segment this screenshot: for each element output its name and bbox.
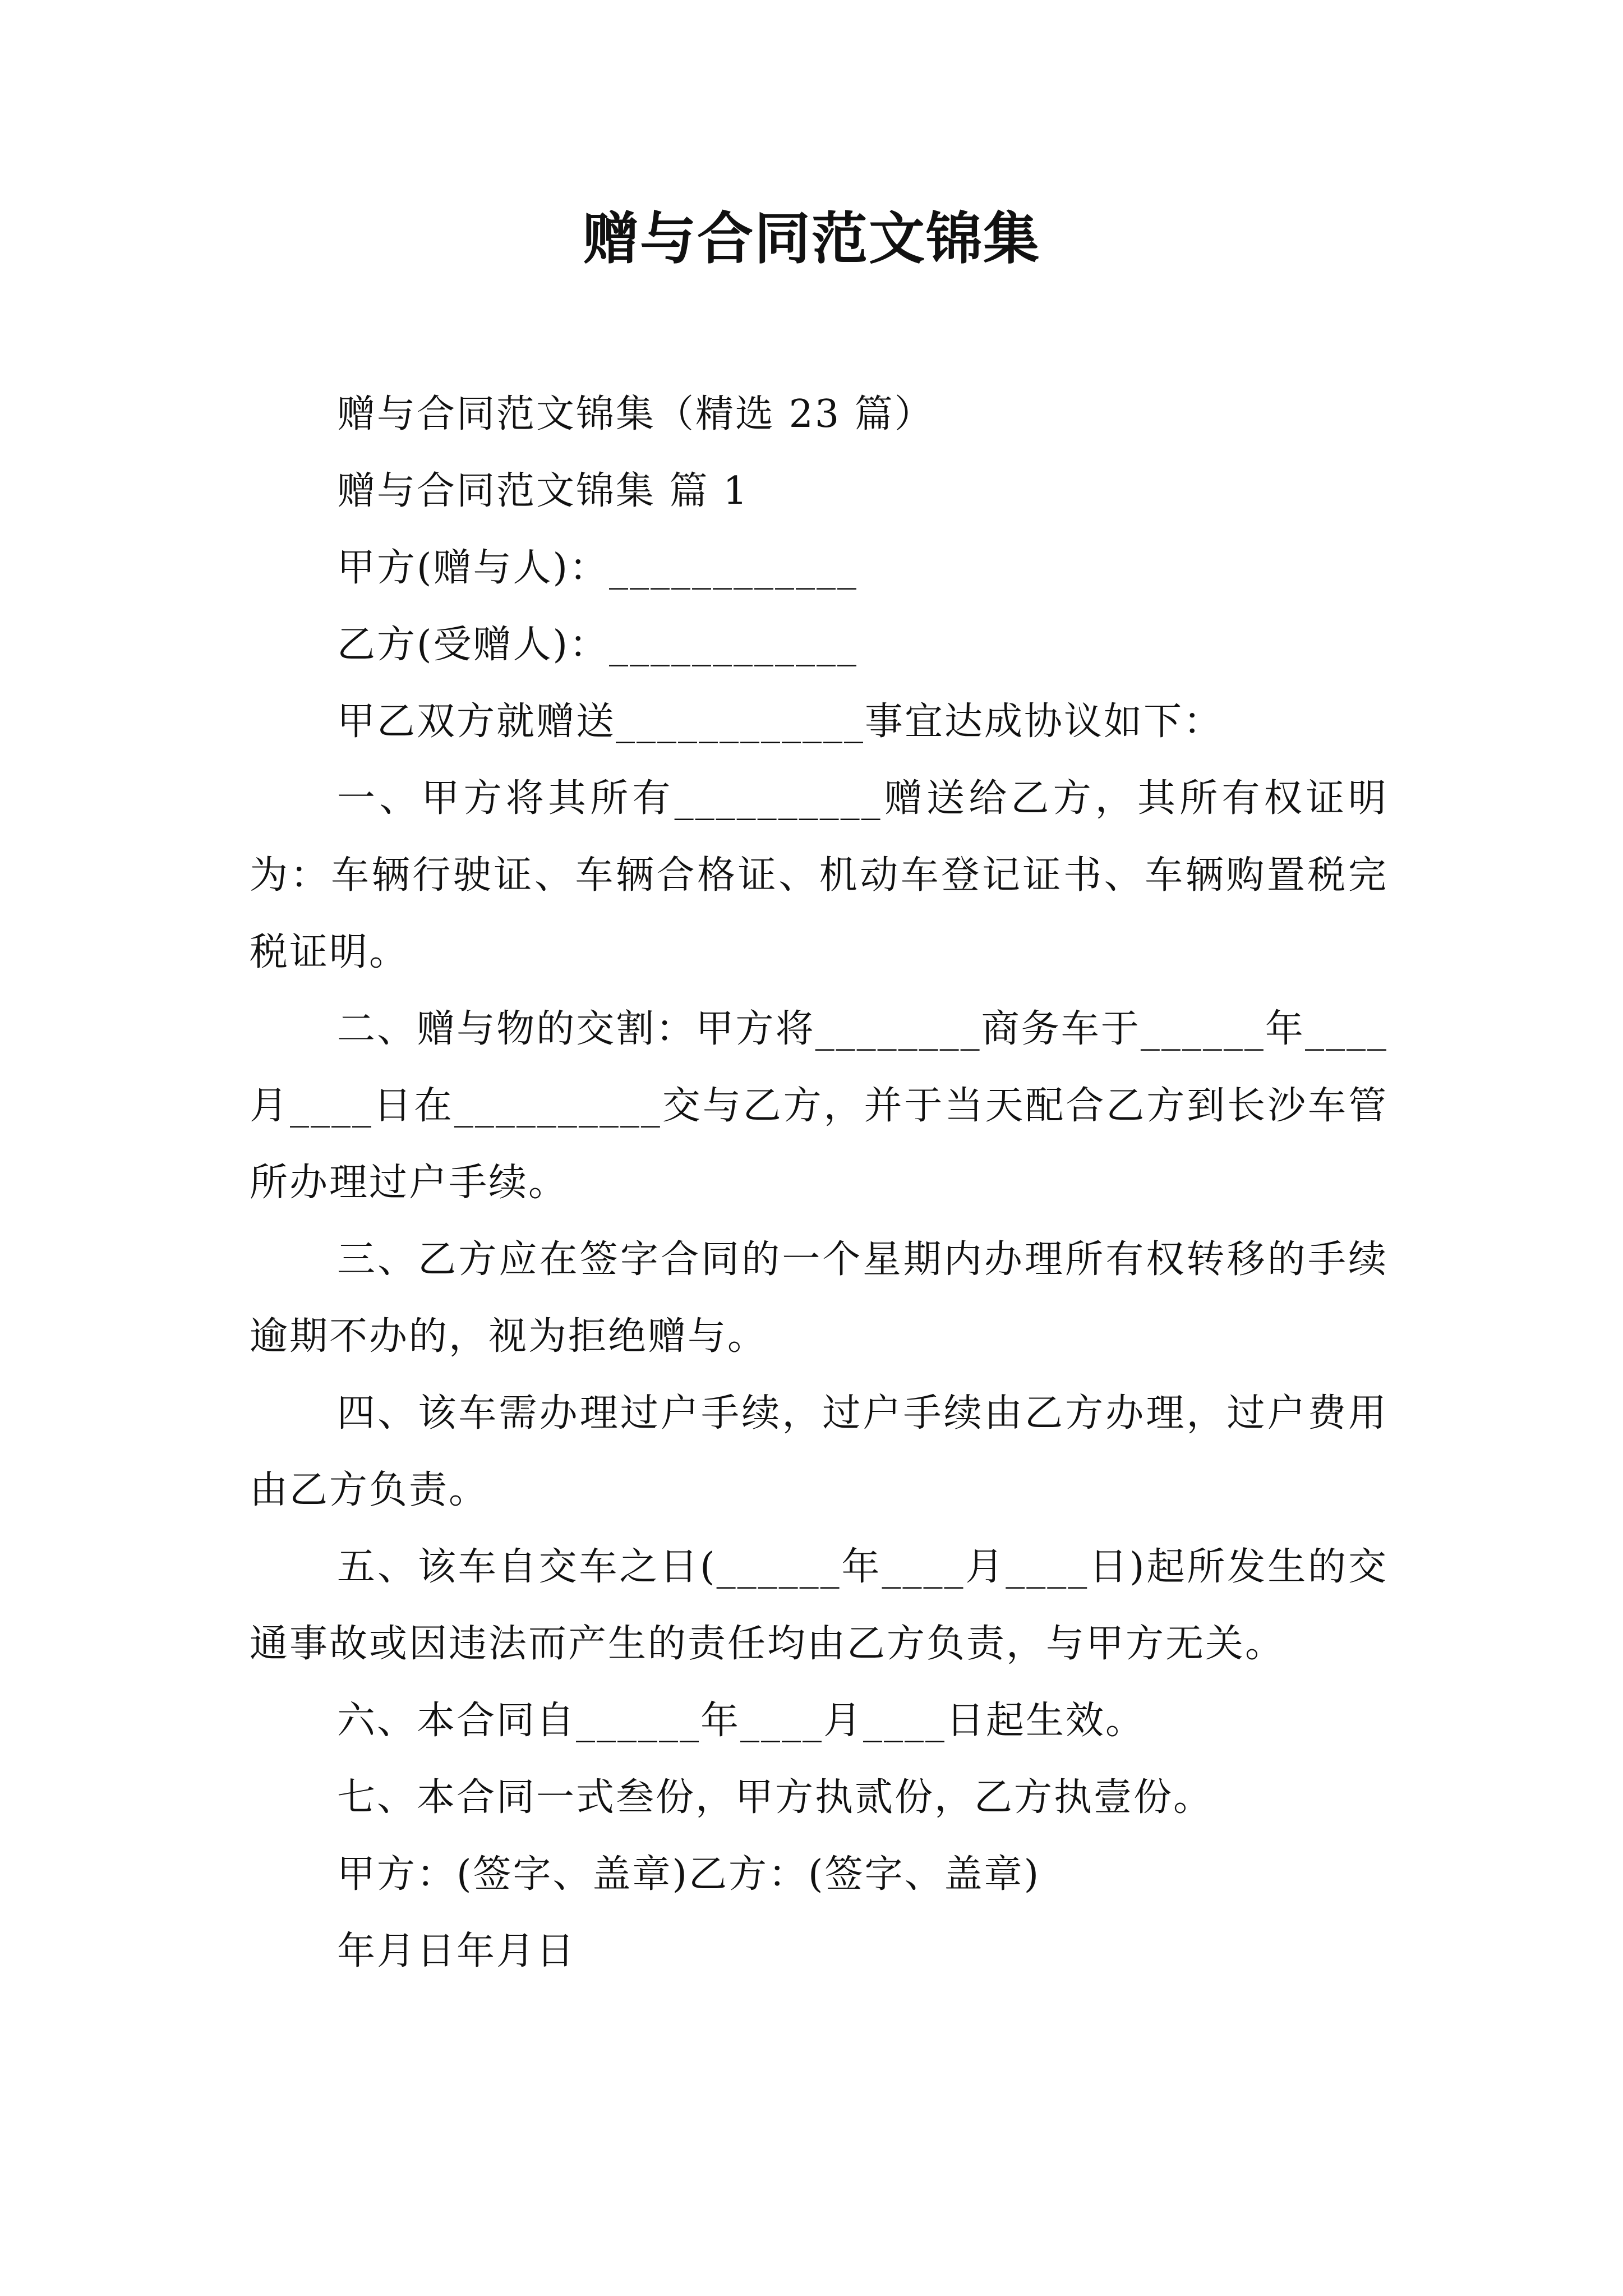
section-heading: 赠与合同范文锦集 篇 1 [337, 469, 749, 513]
clause-1: 一、甲方将其所有__________赠送给乙方，其所有权证明为：车辆行驶证、车辆合格证、机动车登记证书、车辆购置税完税证明。 [250, 776, 1388, 974]
party-a-line: 甲方(赠与人)：____________ [337, 546, 859, 590]
clause-6: 六、本合同自______年____月____日起生效。 [337, 1699, 1146, 1743]
party-b-line: 乙方(受赠人)：____________ [337, 623, 859, 667]
clause-3: 三、乙方应在签字合同的一个星期内办理所有权转移的手续逾期不办的，视为拒绝赠与。 [250, 1237, 1388, 1359]
document-body [250, 376, 1388, 1990]
clause-7: 七、本合同一式叁份，甲方执贰份，乙方执壹份。 [337, 1775, 1214, 1820]
date-line: 年月日年月日 [337, 1929, 577, 1973]
clause-4: 四、该车需办理过户手续，过户手续由乙方办理，过户费用由乙方负责。 [250, 1391, 1388, 1512]
subtitle-paragraph: 赠与合同范文锦集（精选 23 篇） [337, 392, 934, 436]
signature-line: 甲方：(签字、盖章)乙方：(签字、盖章) [337, 1852, 1041, 1897]
clause-2: 二、赠与物的交割：甲方将________商务车于______年____月____日在__________交与乙方，并于当天配合乙方到长沙车管所办理过户手续。 [250, 1007, 1388, 1205]
clause-5: 五、该车自交车之日(______年____月____日)起所发生的交通事故或因违法而产生的责任均由乙方负责，与甲方无关。 [250, 1545, 1388, 1666]
document-title: 赠与合同范文锦集 [583, 205, 1040, 272]
agreement-intro: 甲乙双方就赠送____________事宜达成协议如下： [337, 700, 1224, 744]
